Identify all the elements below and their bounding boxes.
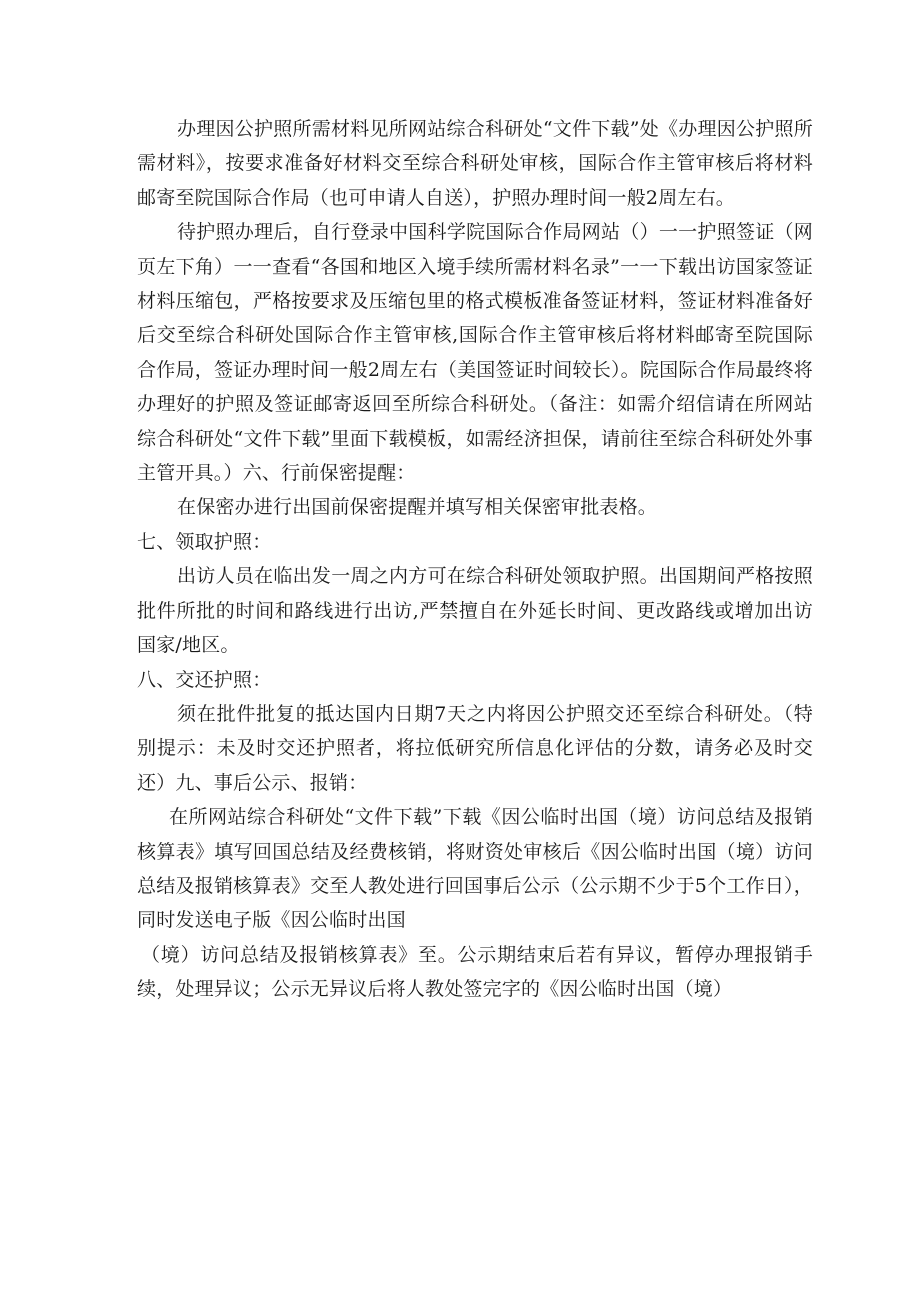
document-page xyxy=(137,112,813,1007)
paragraph-security-reminder: 在保密办进行出国前保密提醒并填写相关保密审批表格。 xyxy=(177,496,658,519)
paragraph-post-trip-report: 在所网站综合科研处“文件下载”下载《因公临时出国（境）访问总结及报销核算表》填写回国总结及经费核销，将财资处审核后《因公临时出国（境）访问总结及报销核算表》交至人教处进行回国事后公示（公示期不少于5个工作日），同时发送电子版《因公临时出国 xyxy=(137,806,813,932)
paragraph-passport-materials: 办理因公护照所需材料见所网站综合科研处“文件下载”处《办理因公护照所需材料》，按要求准备好材料交至综合科研处审核，国际合作主管审核后将材料邮寄至院国际合作局（也可申请人自送），护照办理时间一般2周左右。 xyxy=(137,118,813,209)
paragraph-visa-process: 待护照办理后，自行登录中国科学院国际合作局网站（）一一护照签证（网页左下角）一一查看“各国和地区入境手续所需材料名录”一一下载出访国家签证材料压缩包，严格按要求及压缩包里的格式模板准备签证材料，签证材料准备好后交至综合科研处国际合作主管审核,国际合作主管审核后将材料邮寄至院国际合作局，签证办理时间一般2周左右（美国签证时间较长）。院国际合作局最终将办理好的护照及签证邮寄返回至所综合科研处。（备注：如需介绍信请在所网站综合科研处“文件下载”里面下载模板，如需经济担保，请前往至综合科研处外事主管开具。）六、行前保密提醒： xyxy=(137,221,813,485)
paragraph-collect-passport: 出访人员在临出发一周之内方可在综合科研处领取护照。出国期间严格按照批件所批的时间和路线进行出访,严禁擅自在外延长时间、更改路线或增加出访国家/地区。 xyxy=(137,565,813,657)
heading-collect-passport: 七、领取护照： xyxy=(137,530,272,553)
paragraph-post-trip-continued: （境）访问总结及报销核算表》至。公示期结束后若有异议，暂停办理报销手续，处理异议；公示无异议后将人教处签完字的《因公临时出国（境） xyxy=(137,943,813,1001)
heading-return-passport: 八、交还护照： xyxy=(137,668,272,691)
paragraph-return-passport: 须在批件批复的抵达国内日期7天之内将因公护照交还至综合科研处。（特别提示：未及时交还护照者，将拉低研究所信息化评估的分数，请务必及时交还）九、事后公示、报销： xyxy=(137,702,813,794)
